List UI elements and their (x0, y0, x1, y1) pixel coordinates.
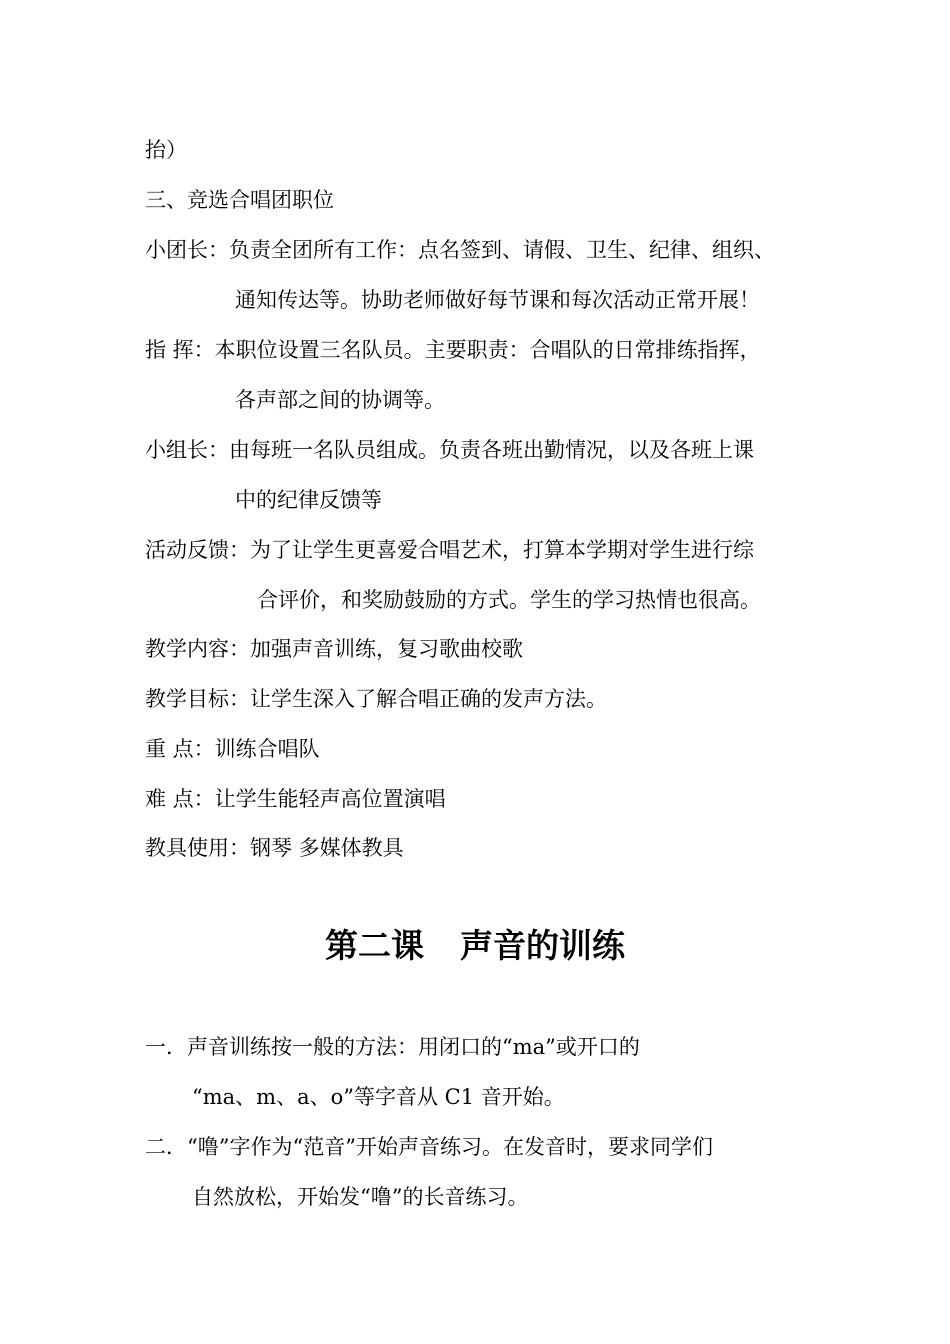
text-line-1: 抬） (145, 138, 187, 162)
activity-feedback-cont: 合评价，和奖励鼓励的方式。学生的学习热情也很高。 (257, 588, 761, 612)
role-conductor-cont: 各声部之间的协调等。 (235, 388, 445, 412)
role-team-leader: 小团长：负责全团所有工作：点名签到、请假、卫生、纪律、组织、 (145, 238, 775, 262)
step-one: 一．声音训练按一般的方法：用闭口的“ma”或开口的 (145, 1035, 640, 1059)
key-point: 重 点：训练合唱队 (145, 737, 320, 761)
lesson-title (0, 926, 950, 966)
teaching-goal: 教学目标：让学生深入了解合唱正确的发声方法。 (145, 687, 607, 711)
role-group-leader: 小组长：由每班一名队员组成。负责各班出勤情况，以及各班上课 (145, 438, 754, 462)
lesson-title-name: 声音的训练 (460, 926, 625, 965)
teaching-tools: 教具使用：钢琴 多媒体教具 (145, 836, 404, 860)
role-conductor: 指 挥：本职位设置三名队员。主要职责：合唱队的日常排练指挥， (145, 338, 761, 362)
lesson-title-number: 第二课 (325, 926, 424, 965)
section-heading-3: 三、竞选合唱团职位 (145, 188, 334, 212)
step-two-cont: 自然放松，开始发“噜”的长音练习。 (192, 1185, 529, 1209)
teaching-content: 教学内容：加强声音训练，复习歌曲校歌 (145, 637, 523, 661)
role-group-leader-cont: 中的纪律反馈等 (235, 488, 382, 512)
difficult-point: 难 点：让学生能轻声高位置演唱 (145, 787, 446, 811)
step-two: 二．“噜”字作为“范音”开始声音练习。在发音时，要求同学们 (145, 1135, 713, 1159)
step-one-cont: “ma、m、a、o”等字音从 C1 音开始。 (192, 1085, 565, 1109)
activity-feedback: 活动反馈：为了让学生更喜爱合唱艺术，打算本学期对学生进行综 (145, 538, 754, 562)
role-team-leader-cont: 通知传达等。协助老师做好每节课和每次活动正常开展！ (235, 288, 760, 312)
